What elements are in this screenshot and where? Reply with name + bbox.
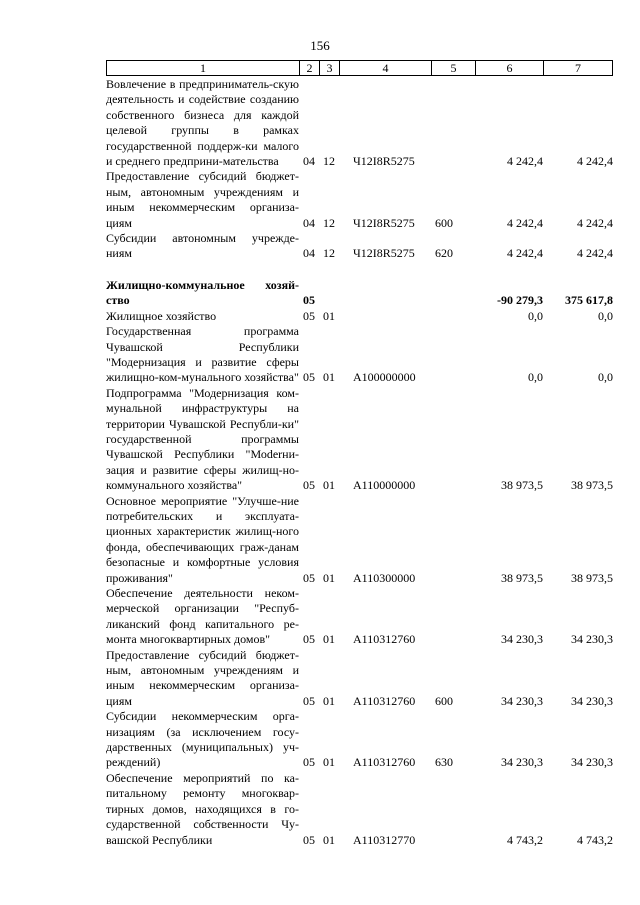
row-name: Обеспечение мероприятий по ка-питальному ремонту многоквар-тирных домов, находящихся в го-сударственной собственности Чу-вашской Республики	[106, 770, 299, 847]
row-expense-type: 600	[435, 693, 453, 708]
row-target-article: A110312760	[353, 632, 416, 647]
row-value-col7: 4 242,4	[577, 215, 613, 230]
row-target-article: A110000000	[353, 478, 416, 493]
row-section: 05	[303, 693, 315, 708]
row-expense-type: 600	[435, 215, 453, 230]
row-value-col6: 34 230,3	[501, 755, 543, 770]
header-col-5: 5	[432, 61, 476, 75]
row-spacer	[106, 262, 613, 278]
row-value-col7: 34 230,3	[571, 632, 613, 647]
row-target-article: A100000000	[353, 370, 416, 385]
row-value-col6: 38 973,5	[501, 478, 543, 493]
row-subsection: 12	[323, 154, 335, 169]
row-value-col6: 4 242,4	[507, 215, 543, 230]
row-subsection: 01	[323, 632, 335, 647]
row-subsection: 01	[323, 755, 335, 770]
table-row	[106, 709, 613, 771]
table-header	[106, 60, 613, 76]
row-name: Обеспечение деятельности неком-мерческой организации "Респуб-ликанский фонд капитального ре-монта многоквартирных домов"	[106, 586, 299, 647]
row-name: Подпрограмма "Модернизация ком-мунальной инфраструктуры на территории Чувашской Республи-ки" государственной программы Чувашской Республики "Моderни-зация и развитие сферы жилищ-но-коммунального хозяйства"	[106, 385, 299, 493]
row-name: Субсидии автономным учрежде-ниям	[106, 231, 299, 261]
row-value-col7: 4 743,2	[577, 832, 613, 847]
row-value-col7: 4 242,4	[577, 154, 613, 169]
row-value-col6: 38 973,5	[501, 570, 543, 585]
row-name: Предоставление субсидий бюджет-ным, автономным учреждениям и иным некоммерческим организа-циям	[106, 169, 299, 230]
table-row	[106, 324, 613, 386]
row-target-article: Ч12I8R5275	[353, 246, 415, 261]
table-row	[106, 494, 613, 586]
table-row	[106, 77, 613, 169]
header-col-6: 6	[476, 61, 544, 75]
row-target-article: A110312760	[353, 755, 416, 770]
row-target-article: Ч12I8R5275	[353, 215, 415, 230]
row-target-article: Ч12I8R5275	[353, 154, 415, 169]
row-value-col6: 0,0	[528, 308, 543, 323]
row-value-col7: 34 230,3	[571, 755, 613, 770]
row-section: 05	[303, 370, 315, 385]
table-row	[106, 169, 613, 231]
row-target-article: A110312770	[353, 832, 416, 847]
row-value-col6: 0,0	[528, 370, 543, 385]
table-row	[106, 231, 613, 262]
table-row	[106, 586, 613, 648]
row-name: Основное мероприятие "Улучше-ние потребительских и эксплуата-ционных характеристик жилищ-ного фонда, обеспечивающих граж-данам безопасные и комфортные условия проживания"	[106, 493, 299, 585]
row-value-col7: 375 617,8	[565, 293, 613, 308]
row-section: 05	[303, 478, 315, 493]
row-section: 05	[303, 755, 315, 770]
table-row	[106, 771, 613, 848]
row-value-col7: 0,0	[598, 308, 613, 323]
row-target-article: A110300000	[353, 570, 416, 585]
row-subsection: 12	[323, 215, 335, 230]
table-row	[106, 309, 613, 324]
row-value-col7: 38 973,5	[571, 570, 613, 585]
header-col-1: 1	[107, 61, 300, 75]
row-value-col7: 34 230,3	[571, 693, 613, 708]
row-name: Жилищно-коммунальное хозяй-ство	[106, 277, 299, 308]
row-subsection: 01	[323, 308, 335, 323]
row-section: 04	[303, 154, 315, 169]
row-subsection: 01	[323, 570, 335, 585]
row-value-col6: 34 230,3	[501, 693, 543, 708]
row-value-col6: -90 279,3	[497, 293, 543, 308]
row-section: 04	[303, 215, 315, 230]
row-subsection: 01	[323, 832, 335, 847]
page-number: 156	[310, 38, 330, 53]
row-expense-type: 620	[435, 246, 453, 261]
row-value-col6: 4 242,4	[507, 246, 543, 261]
row-section: 05	[303, 293, 315, 308]
row-value-col7: 38 973,5	[571, 478, 613, 493]
row-subsection: 01	[323, 478, 335, 493]
table-row	[106, 278, 613, 309]
row-value-col6: 4 242,4	[507, 154, 543, 169]
row-section: 05	[303, 308, 315, 323]
row-section: 05	[303, 632, 315, 647]
header-col-3: 3	[320, 61, 340, 75]
row-subsection: 01	[323, 693, 335, 708]
row-target-article: A110312760	[353, 693, 416, 708]
header-col-7: 7	[575, 61, 581, 75]
table-body	[106, 77, 613, 848]
row-value-col6: 34 230,3	[501, 632, 543, 647]
row-value-col7: 4 242,4	[577, 246, 613, 261]
row-expense-type: 630	[435, 755, 453, 770]
row-subsection: 12	[323, 246, 335, 261]
row-value-col6: 4 743,2	[507, 832, 543, 847]
row-name: Вовлечение в предприниматель-скую деятельность и содействие созданию собственного бизнеса для каждой целевой группы в рамках государственной поддерж-ки малого и среднего предприни-мательства	[106, 77, 299, 169]
row-name: Субсидии некоммерческим орга-низациям (за исключением госу-дарственных (муниципальных) уч-реждений)	[106, 709, 299, 770]
row-value-col7: 0,0	[598, 370, 613, 385]
row-name: Жилищное хозяйство	[106, 308, 217, 323]
row-name: Государственная программа Чувашской Республики "Модернизация и развитие сферы жилищно-ком-мунального хозяйства"	[106, 324, 299, 385]
table-row	[106, 386, 613, 494]
row-name: Предоставление субсидий бюджет-ным, автономным учреждениям и иным некоммерческим организа-циям	[106, 647, 299, 708]
header-col-4: 4	[340, 61, 432, 75]
header-col-2: 2	[300, 61, 320, 75]
table-row	[106, 648, 613, 710]
row-section: 04	[303, 246, 315, 261]
row-subsection: 01	[323, 370, 335, 385]
row-section: 05	[303, 570, 315, 585]
row-section: 05	[303, 832, 315, 847]
